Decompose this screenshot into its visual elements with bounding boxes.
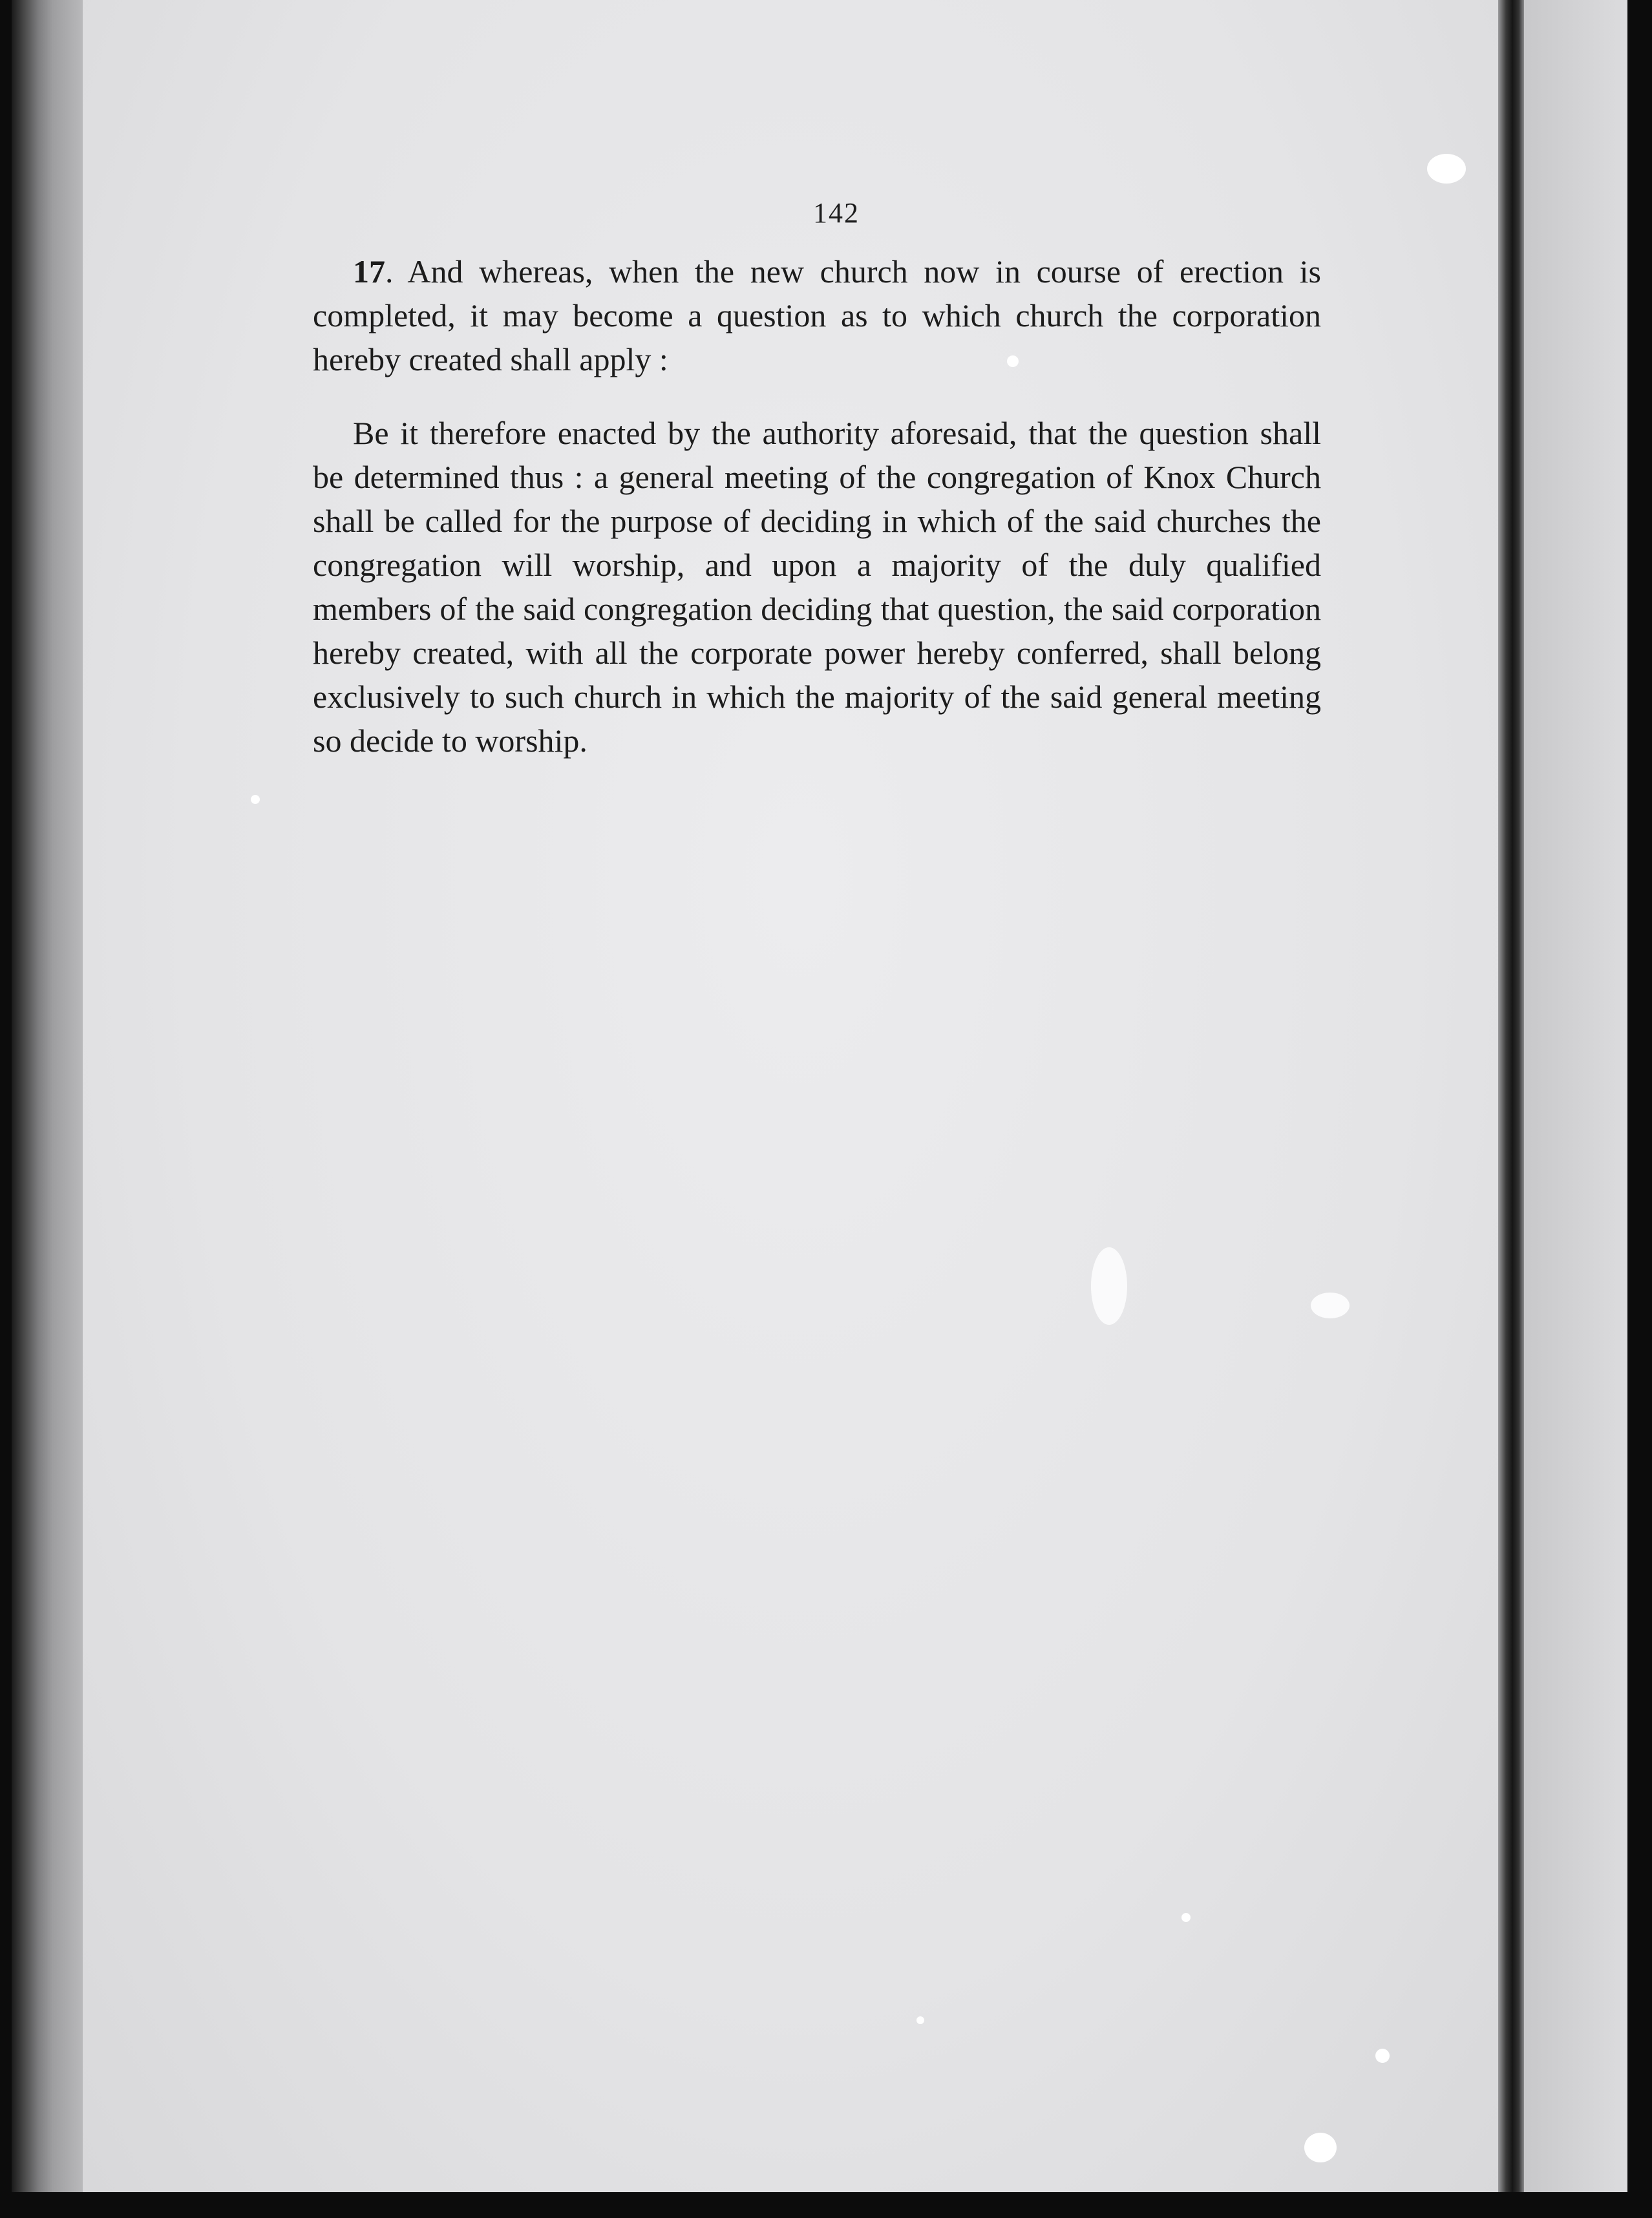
page-gutter [1498, 0, 1524, 2192]
scan-speck [1181, 1913, 1191, 1922]
document-text-block [313, 194, 1321, 763]
adjacent-page-edge [1524, 0, 1627, 2192]
scan-speck [1091, 1247, 1127, 1325]
scan-border-left [0, 0, 12, 2218]
scan-border-right [1627, 0, 1652, 2218]
scan-speck [916, 2016, 924, 2024]
page-number: 142 [813, 197, 860, 229]
scan-speck [251, 795, 260, 804]
scan-speck [1304, 2133, 1337, 2162]
scan-speck [1427, 154, 1466, 184]
paragraph-text: Be it therefore enacted by the authority aforesaid, that the question shall be determined thus : a general meeting of the congregation of Knox Church shall be called for the purpose of deciding in which of the said churches the congregation will worship, and upon a majority of the duly qualified members of the said congregation deciding that question, the said corporation hereby created, with all the corporate power hereby conferred, shall belong exclusively to such church in which the majority of the said general meeting so decide to worship. [313, 415, 1321, 759]
paragraph-text: . And whereas, when the new church now in course of erection is completed, it may become a question as to which church the corporation hereby created shall apply : [313, 253, 1321, 377]
scan-border-bottom [0, 2192, 1652, 2218]
book-spine-shadow [12, 0, 83, 2218]
scan-speck [1311, 1293, 1350, 1318]
section-number: 17 [353, 253, 385, 290]
paragraph-section-17 [313, 249, 1321, 381]
paragraph-enactment [313, 411, 1321, 763]
scan-speck [1375, 2049, 1390, 2063]
